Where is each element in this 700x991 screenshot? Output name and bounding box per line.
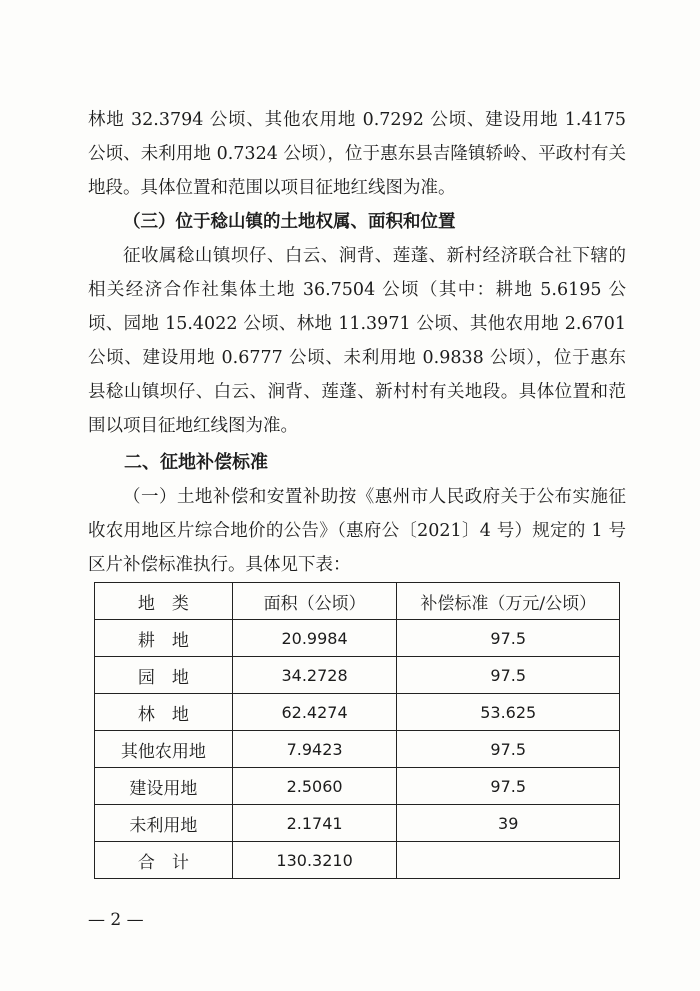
table-row bbox=[95, 768, 620, 805]
paragraph-compensation-standard: （一）土地补偿和安置补助按《惠州市人民政府关于公布实施征收农用地区片综合地价的公告》（惠府公〔2021〕4 号）规定的 1 号区片补偿标准执行。具体见下表： bbox=[88, 487, 626, 575]
cell-land-type: 合 计 bbox=[95, 842, 233, 879]
cell-area: 2.5060 bbox=[232, 768, 397, 805]
compensation-table bbox=[94, 582, 620, 879]
cell-land-type: 耕 地 bbox=[95, 620, 233, 657]
cell-standard: 53.625 bbox=[397, 694, 620, 731]
header-land-type: 地 类 bbox=[95, 583, 233, 620]
table-row bbox=[95, 620, 620, 657]
cell-land-type: 园 地 bbox=[95, 657, 233, 694]
cell-land-type: 其他农用地 bbox=[95, 731, 233, 768]
cell-land-type: 林 地 bbox=[95, 694, 233, 731]
cell-area: 20.9984 bbox=[232, 620, 397, 657]
cell-standard: 39 bbox=[397, 805, 620, 842]
cell-land-type: 未利用地 bbox=[95, 805, 233, 842]
cell-standard: 97.5 bbox=[397, 768, 620, 805]
cell-area: 34.2728 bbox=[232, 657, 397, 694]
cell-standard: 97.5 bbox=[397, 620, 620, 657]
table-header-row bbox=[95, 583, 620, 620]
cell-standard bbox=[397, 842, 620, 879]
cell-land-type: 建设用地 bbox=[95, 768, 233, 805]
table-total-row bbox=[95, 842, 620, 879]
cell-standard: 97.5 bbox=[397, 731, 620, 768]
cell-area: 2.1741 bbox=[232, 805, 397, 842]
cell-area: 7.9423 bbox=[232, 731, 397, 768]
table-row bbox=[95, 731, 620, 768]
paragraph-jilong-land: 林地 32.3794 公顷、其他农用地 0.7292 公顷、建设用地 1.4175 公顷、未利用地 0.7324 公顷），位于惠东县吉隆镇轿岭、平政村有关地段。具体位置和范围以项目征地红线图为准。 bbox=[88, 110, 626, 198]
header-area: 面积（公顷） bbox=[232, 583, 397, 620]
header-standard: 补偿标准（万元/公顷） bbox=[397, 583, 620, 620]
cell-area: 130.3210 bbox=[232, 842, 397, 879]
section-heading-renshan: （三）位于稔山镇的土地权属、面积和位置 bbox=[123, 212, 456, 232]
cell-area: 62.4274 bbox=[232, 694, 397, 731]
table-row bbox=[95, 805, 620, 842]
page-number: — 2 — bbox=[88, 910, 144, 930]
section-heading-compensation: 二、征地补偿标准 bbox=[124, 452, 268, 473]
paragraph-renshan-land: 征收属稔山镇坝仔、白云、涧背、莲蓬、新村经济联合社下辖的相关经济合作社集体土地 36.7504 公顷（其中：耕地 5.6195 公顷、园地 15.4022 公顷、林地 11.3971 公顷、其他农用地 2.6701 公顷、建设用地 0.6777 公顷、未利用地 0.9838 公顷），位于惠东县稔山镇坝仔、白云、涧背、莲蓬、新村村有关地段。具体位置和范围以项目征地红线图为准。 bbox=[88, 246, 626, 436]
cell-standard: 97.5 bbox=[397, 657, 620, 694]
table-row bbox=[95, 657, 620, 694]
table-row bbox=[95, 694, 620, 731]
